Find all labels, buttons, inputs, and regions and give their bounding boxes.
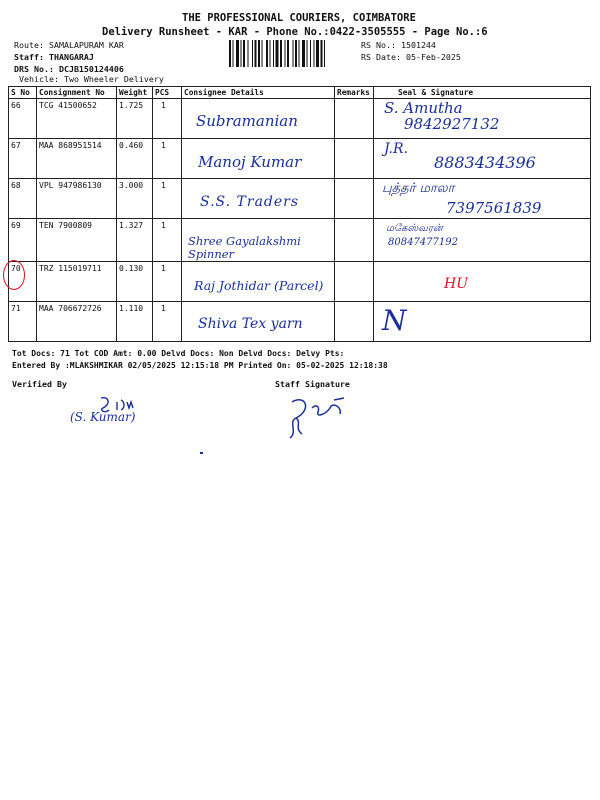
remarks-cell <box>335 302 374 342</box>
col-header-weight: Weight <box>117 87 153 99</box>
barcode-icon <box>229 40 355 67</box>
phone-handwriting: 8883434396 <box>434 153 536 172</box>
consignment-cell: MAA 868951514 <box>37 139 117 179</box>
pcs-cell: 1 <box>153 139 182 179</box>
consignee-cell <box>182 262 335 302</box>
consignment-cell: TRZ 115019711 <box>37 262 117 302</box>
staff-label: Staff: THANGARAJ <box>14 52 94 62</box>
weight-cell: 1.725 <box>117 99 153 139</box>
signature-cell <box>374 219 591 262</box>
table-row <box>9 262 591 302</box>
sno-cell: 70 <box>9 262 37 302</box>
pcs-cell: 1 <box>153 179 182 219</box>
signature-cell <box>374 99 591 139</box>
consignee-handwriting: Shiva Tex yarn <box>198 316 303 332</box>
phone-handwriting: 9842927132 <box>404 115 500 133</box>
table-row <box>9 179 591 219</box>
col-header-sno: S No <box>9 87 37 99</box>
signature-cell <box>374 262 591 302</box>
sno-cell: 71 <box>9 302 37 342</box>
weight-cell: 0.130 <box>117 262 153 302</box>
weight-cell: 1.327 <box>117 219 153 262</box>
table-row <box>9 139 591 179</box>
sno-cell: 68 <box>9 179 37 219</box>
consignment-cell: VPL 947986130 <box>37 179 117 219</box>
sno-cell: 67 <box>9 139 37 179</box>
consignee-handwriting: Manoj Kumar <box>198 153 302 171</box>
table-row <box>9 302 591 342</box>
signature-handwriting: HU <box>444 276 469 292</box>
col-header-consignee: Consignee Details <box>182 87 335 99</box>
pcs-cell: 1 <box>153 99 182 139</box>
remarks-cell <box>335 219 374 262</box>
signature-handwriting: S. Amutha <box>384 99 463 117</box>
signature-handwriting: N <box>382 304 407 337</box>
remarks-cell <box>335 262 374 302</box>
entered-line: Entered By :MLAKSHMIKAR 02/05/2025 12:15:18 PM Printed On: 05-02-2025 12:18:38 <box>12 361 388 370</box>
phone-handwriting: 7397561839 <box>446 199 542 217</box>
consignment-cell: MAA 706672726 <box>37 302 117 342</box>
consignee-cell <box>182 219 335 262</box>
remarks-cell <box>335 179 374 219</box>
rs-date: RS Date: 05-Feb-2025 <box>361 52 461 62</box>
rs-number: RS No.: 1501244 <box>361 40 436 50</box>
consignee-handwriting: Subramanian <box>196 112 298 130</box>
company-title: THE PROFESSIONAL COURIERS, COIMBATORE <box>182 12 416 24</box>
consignee-cell <box>182 302 335 342</box>
remarks-cell <box>335 139 374 179</box>
drs-number: DRS No.: DCJB150124406 <box>14 64 124 74</box>
totals-line: Tot Docs: 71 Tot COD Amt: 0.00 Delvd Docs: Non Delvd Docs: Delvy Pts: <box>12 349 345 358</box>
table-row <box>9 99 591 139</box>
vehicle-label: Vehicle: Two Wheeler Delivery <box>19 74 164 84</box>
ink-dot <box>200 452 203 454</box>
col-header-remarks: Remarks <box>335 87 374 99</box>
pcs-cell: 1 <box>153 219 182 262</box>
consignee-cell <box>182 139 335 179</box>
phone-handwriting: 80847477192 <box>388 237 458 248</box>
signature-handwriting: J.R. <box>384 141 408 157</box>
consignee-handwriting: S.S. Traders <box>200 194 300 210</box>
signature-handwriting: புத்தர் மாலா <box>382 181 455 196</box>
runsheet-title: Delivery Runsheet - KAR - Phone No.:0422-3505555 - Page No.:6 <box>102 26 488 38</box>
pcs-cell: 1 <box>153 262 182 302</box>
consignment-cell: TCG 41500652 <box>37 99 117 139</box>
col-header-consignment: Consignment No <box>37 87 117 99</box>
col-header-signature: Seal & Signature <box>374 87 591 99</box>
sno-cell: 66 <box>9 99 37 139</box>
consignee-handwriting: Raj Jothidar (Parcel) <box>194 278 324 293</box>
signature-cell <box>374 139 591 179</box>
sno-cell: 69 <box>9 219 37 262</box>
signature-handwriting: மகேஸ்வரன் <box>386 223 443 234</box>
pcs-cell: 1 <box>153 302 182 342</box>
verifier-name-handwriting: (S. Kumar) <box>70 410 136 424</box>
table-row <box>9 219 591 262</box>
runsheet-table <box>8 86 591 342</box>
signature-cell <box>374 179 591 219</box>
staff-signature-icon <box>282 388 352 444</box>
weight-cell: 3.000 <box>117 179 153 219</box>
table-header-row <box>9 87 591 99</box>
verified-by-label: Verified By <box>12 379 67 389</box>
remarks-cell <box>335 99 374 139</box>
consignment-cell: TEN 7900809 <box>37 219 117 262</box>
col-header-pcs: PCS <box>153 87 182 99</box>
consignee-cell <box>182 179 335 219</box>
route-label: Route: SAMALAPURAM KAR <box>14 40 124 50</box>
weight-cell: 1.110 <box>117 302 153 342</box>
signature-cell <box>374 302 591 342</box>
weight-cell: 0.460 <box>117 139 153 179</box>
consignee-cell <box>182 99 335 139</box>
consignee-handwriting: Shree Gayalakshmi Spinner <box>188 234 301 261</box>
red-circle-mark <box>3 260 25 290</box>
staff-signature-label: Staff Signature <box>275 379 350 389</box>
